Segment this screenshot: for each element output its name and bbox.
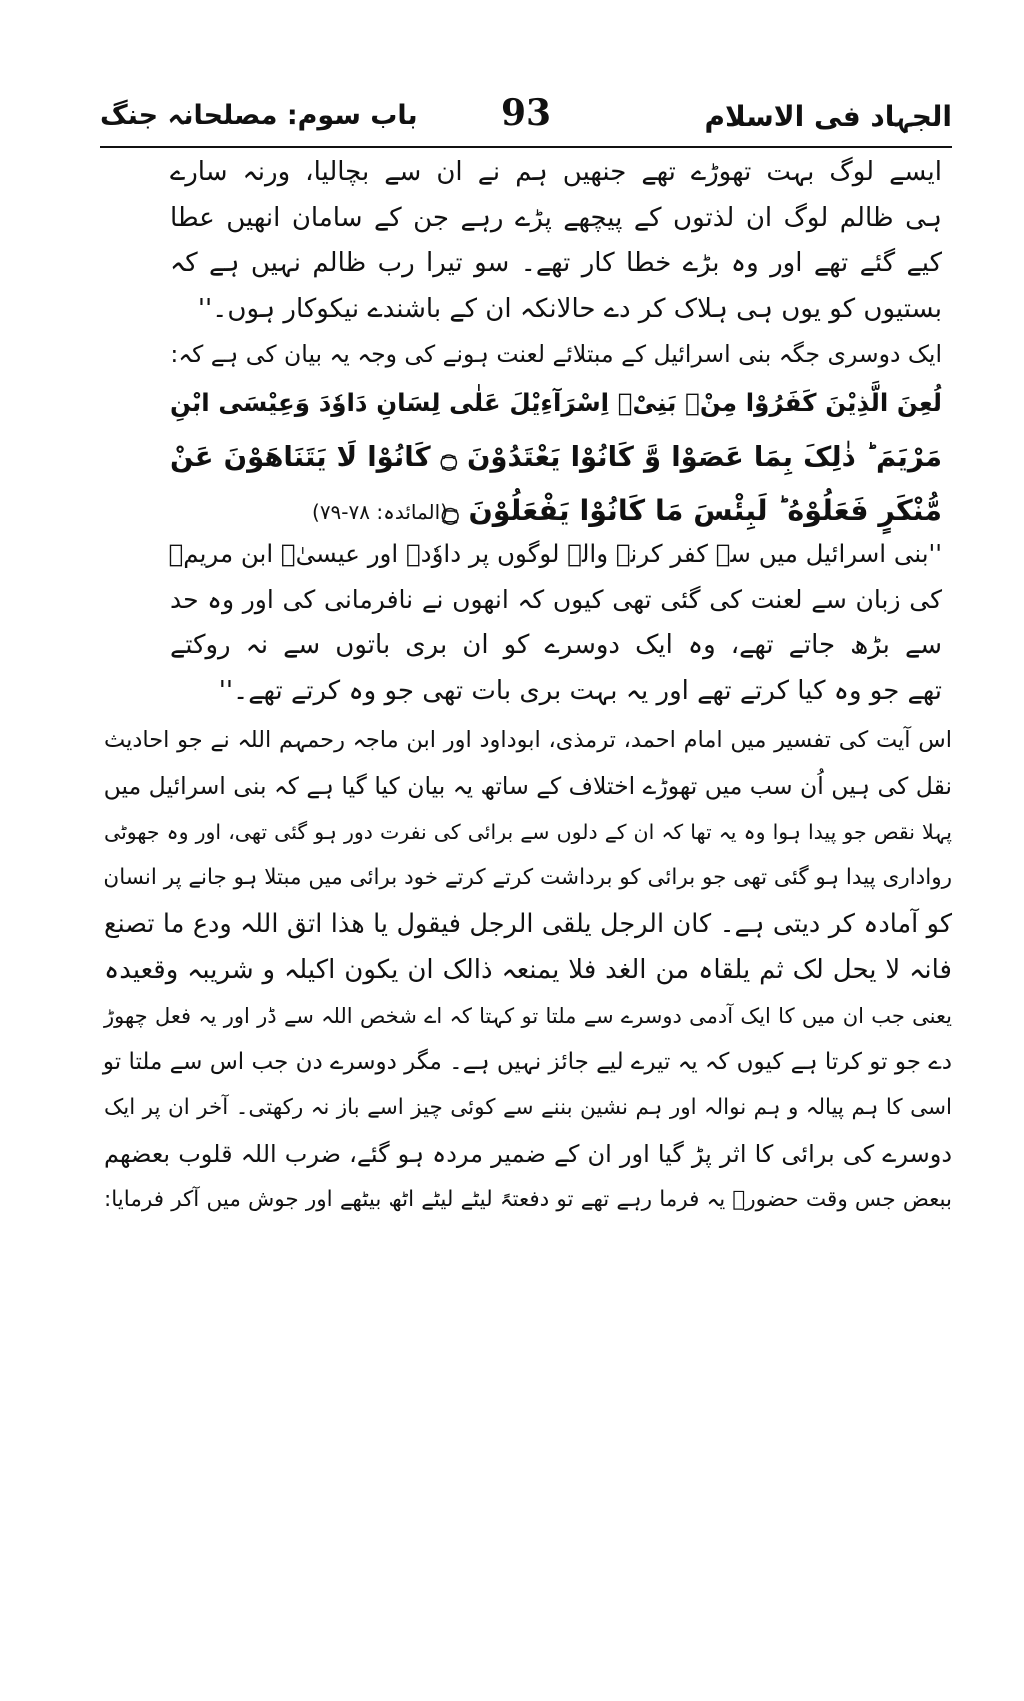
body-line-4: رواداری پیدا ہو گئی تھی جو برائی کو برداشت کرتے کرتے خود برائی میں مبتلا ہو جانے پر انسان xyxy=(103,865,952,890)
page-header xyxy=(100,92,952,140)
verse-line-3: مُّنْکَرٍ فَعَلُوْهُ ؕ لَبِئْسَ مَا کَانُوْا یَفْعَلُوْنَ ۝ xyxy=(441,494,942,527)
quote2-line-3: سے بڑھ جاتے تھے، وہ ایک دوسرے کو ان بری باتوں سے نہ روکتے xyxy=(170,630,942,660)
quote2-line-1: ''بنی اسرائیل میں سے کفر کرنے والے لوگوں پر داوٗدؑ اور عیسیٰؑ ابن مریمؑ xyxy=(168,539,942,568)
body-line-10: دوسرے کی برائی کا اثر پڑ گیا اور ان کے ضمیر مردہ ہو گئے، ضرب اللہ قلوب بعضھم xyxy=(104,1140,952,1168)
quote1-line-2: ہی ظالم لوگ ان لذتوں کے پیچھے پڑے رہے جن کے سامان انھیں عطا xyxy=(170,203,942,233)
quote2-line-4: تھے جو وہ کیا کرتے تھے اور یہ بہت بری بات تھی جو وہ کرتے تھے۔'' xyxy=(218,676,942,706)
intro-line: ایک دوسری جگہ بنی اسرائیل کے مبتلائے لعنت ہونے کی وجہ یہ بیان کی ہے کہ: xyxy=(170,340,942,368)
body-line-8: دے جو تو کرتا ہے کیوں کہ یہ تیرے لیے جائز نہیں ہے۔ مگر دوسرے دن جب اس سے ملتا تو xyxy=(102,1049,952,1075)
page-number: 93 xyxy=(500,92,552,134)
quote1-line-4: بستیوں کو یوں ہی ہلاک کر دے حالانکہ ان کے باشندے نیکوکار ہوں۔'' xyxy=(197,294,942,324)
body-line-2: نقل کی ہیں اُن سب میں تھوڑے اختلاف کے ساتھ یہ بیان کیا گیا ہے کہ بنی اسرائیل میں xyxy=(103,772,952,800)
verse-line-2: مَرْیَمَ ؕ ذٰلِکَ بِمَا عَصَوْا وَّ کَانُوْا یَعْتَدُوْنَ ۝ کَانُوْا لَا یَتَنَاهَوْنَ عَنْ xyxy=(170,441,942,473)
body-line-6: فانہ لا یحل لک ثم یلقاہ من الغد فلا یمنعہ ذالک ان یکون اکیلہ و شریبہ وقعیدہ xyxy=(104,955,952,985)
quote1-line-3: کیے گئے تھے اور وہ بڑے خطا کار تھے۔ سو تیرا رب ظالم نہیں ہے کہ xyxy=(170,248,942,278)
body-line-3: پہلا نقص جو پیدا ہوا وہ یہ تھا کہ ان کے دلوں سے برائی کی نفرت دور ہو گئی تھی، اور وہ جھوٹی xyxy=(104,820,952,844)
chapter-title: باب سوم: مصلحانہ جنگ xyxy=(100,100,418,131)
header-rule xyxy=(100,146,952,148)
quote2-line-2: کی زبان سے لعنت کی گئی تھی کیوں کہ انھوں نے نافرمانی کی اور وہ حد xyxy=(170,585,942,614)
verse-reference: (المائدہ: ۷۸-۷۹) xyxy=(312,500,448,524)
body-line-1: اس آیت کی تفسیر میں امام احمد، ترمذی، ابوداود اور ابن ماجہ رحمہم اللہ نے جو احادیث xyxy=(104,727,952,753)
body-line-5: کو آمادہ کر دیتی ہے۔ کان الرجل یلقی الرجل فیقول یا ھذا اتق اللہ ودع ما تصنع xyxy=(104,909,952,939)
body-line-11: ببعض جس وقت حضورؐ یہ فرما رہے تھے تو دفعتہً لیٹے لیٹے اٹھ بیٹھے اور جوش میں آکر فرمایا: xyxy=(104,1187,952,1212)
body-line-7: یعنی جب ان میں کا ایک آدمی دوسرے سے ملتا تو کہتا کہ اے شخص اللہ سے ڈر اور یہ فعل چھوڑ xyxy=(104,1004,952,1028)
body-line-9: اسی کا ہم پیالہ و ہم نوالہ اور ہم نشین بننے سے کوئی چیز اسے باز نہ رکھتی۔ آخر ان پر ایک xyxy=(104,1095,952,1120)
quote1-line-1: ایسے لوگ بہت تھوڑے تھے جنھیں ہم نے ان سے بچالیا، ورنہ سارے xyxy=(170,157,942,187)
book-title: الجہاد فی الاسلام xyxy=(704,100,952,133)
verse-line-1: لُعِنَ الَّذِیْنَ کَفَرُوْا مِنْۢ بَنِیْۤ اِسْرَآءِیْلَ عَلٰی لِسَانِ دَاوٗدَ وَعِیْسَی ابْنِ xyxy=(170,388,942,417)
